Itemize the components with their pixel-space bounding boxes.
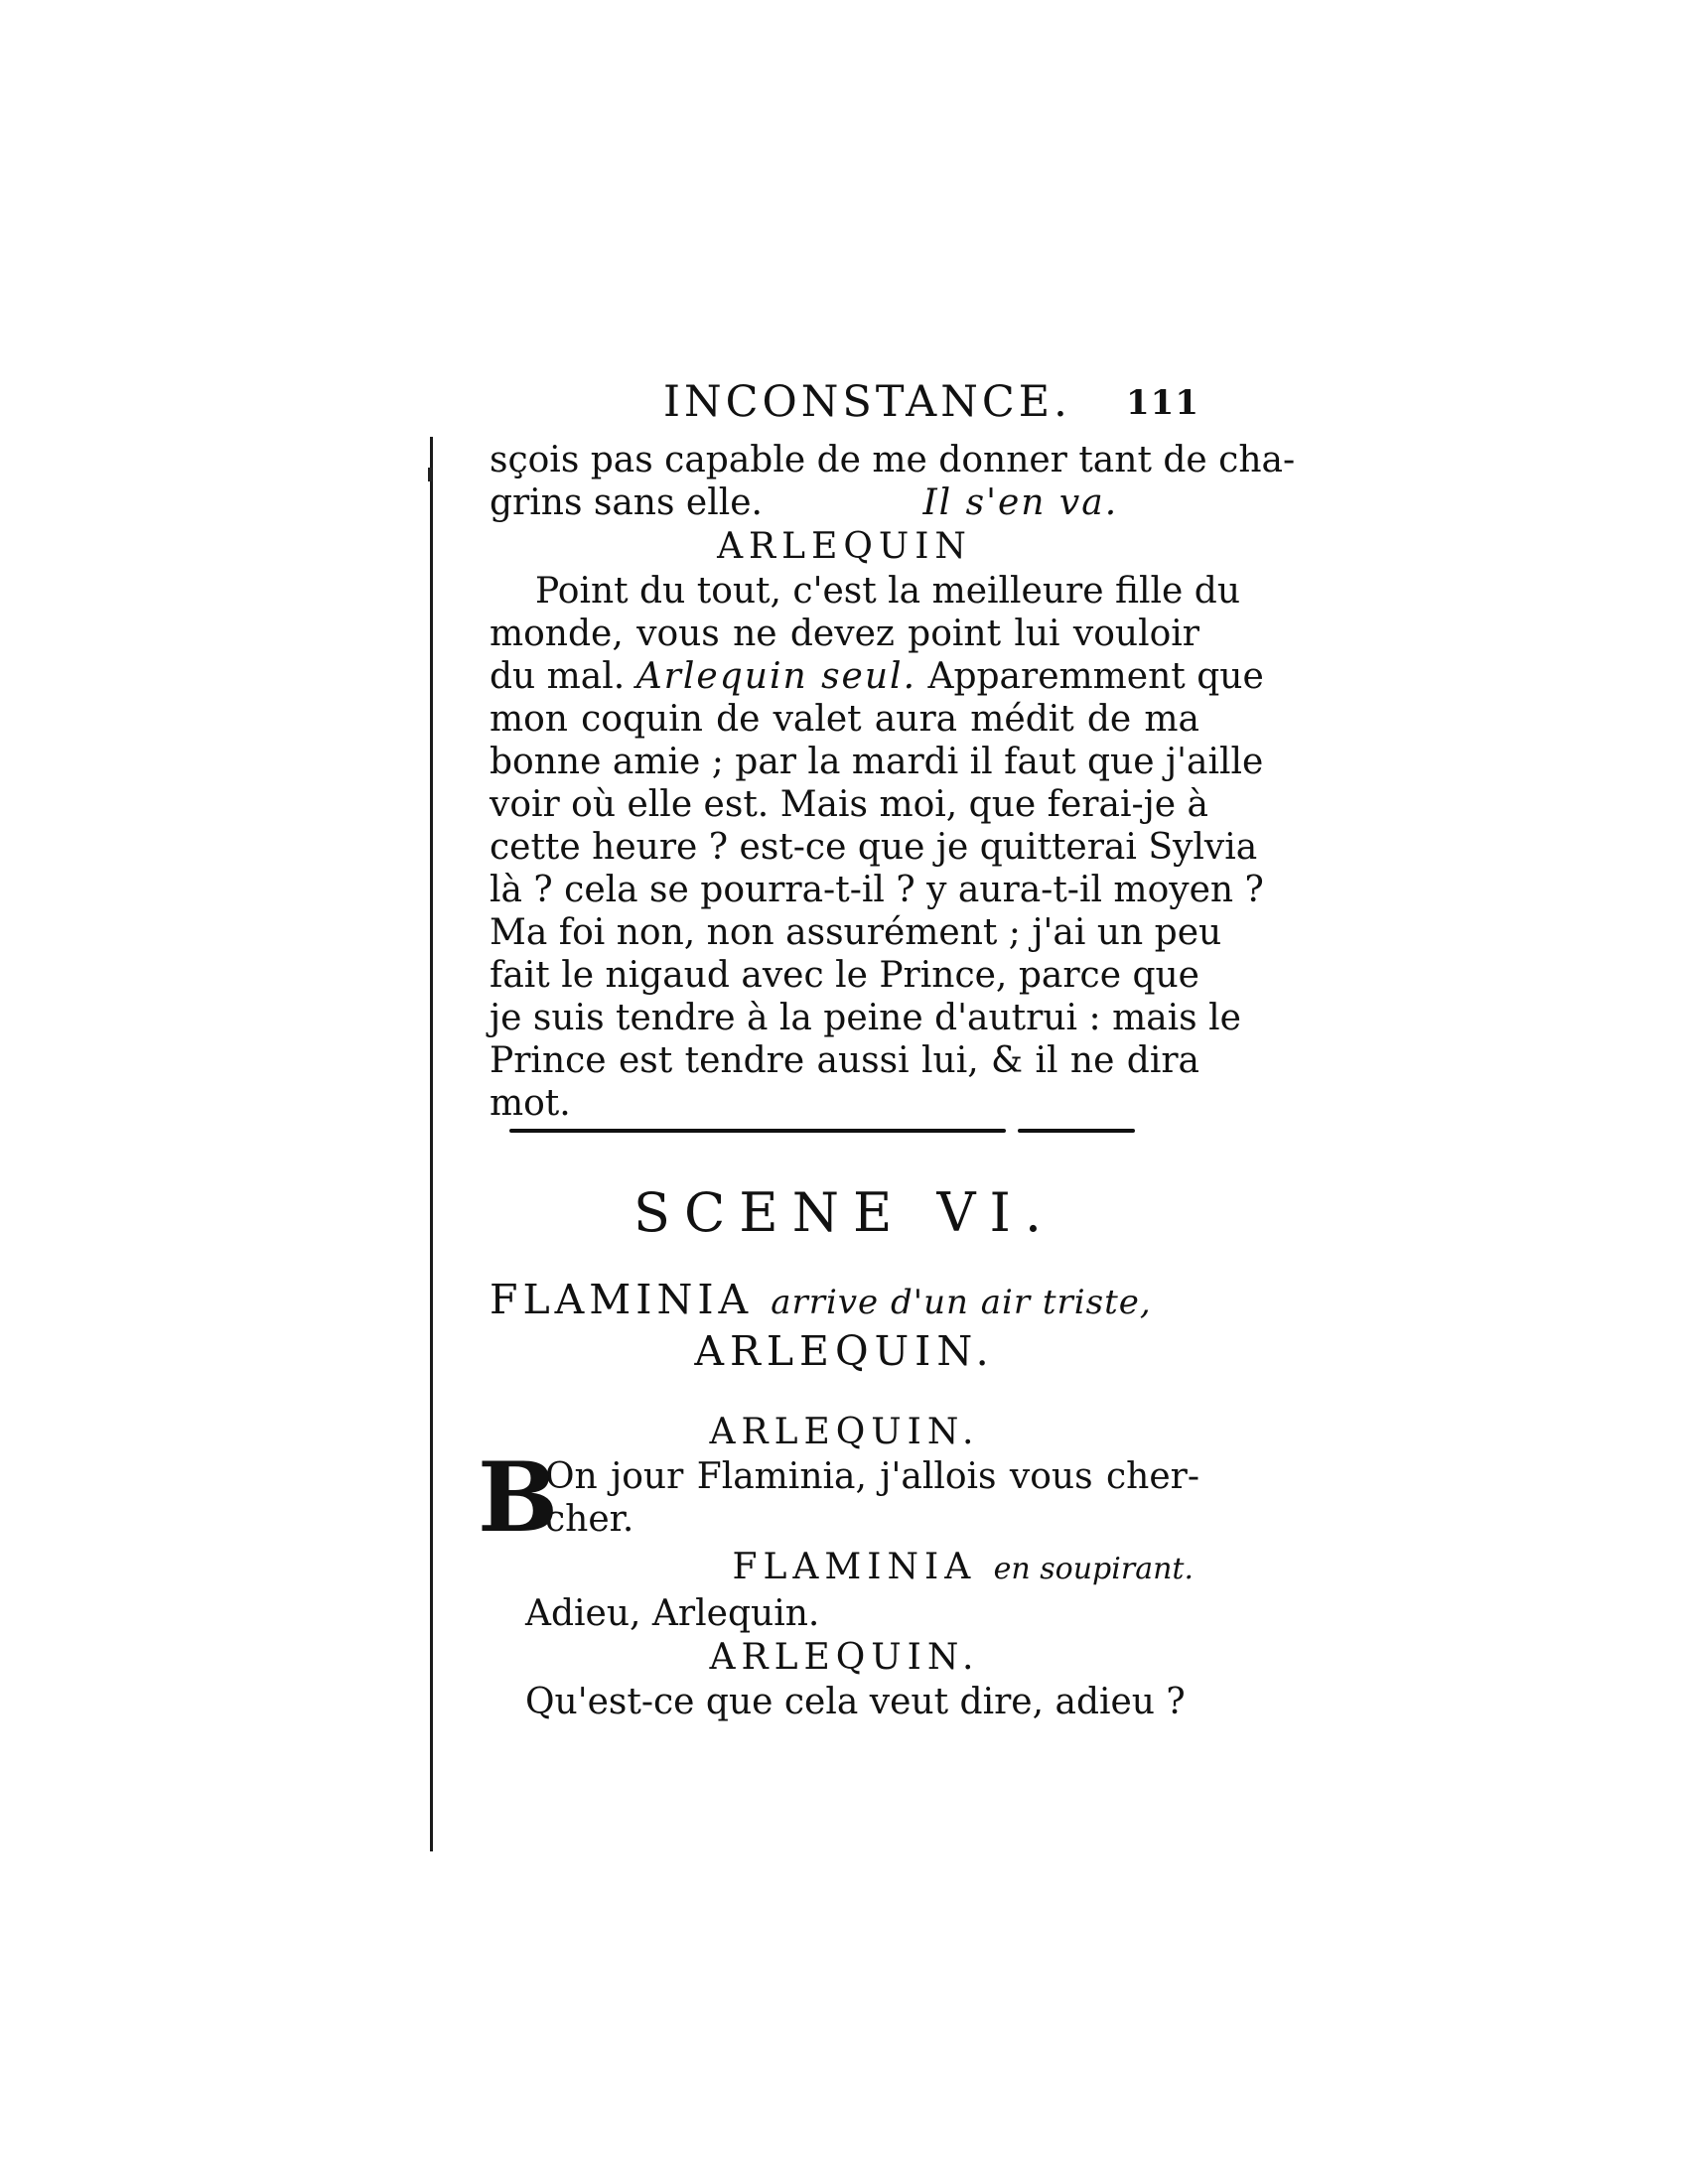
text-line bbox=[490, 655, 1264, 698]
text-line: voir où elle est. Mais moi, que ferai-je à bbox=[490, 784, 1208, 825]
book-page bbox=[478, 377, 1296, 1722]
text-line: monde, vous ne devez point lui vouloir bbox=[490, 614, 1199, 654]
running-title: INCONSTANCE. bbox=[663, 377, 1071, 427]
speaker-name: ARLEQUIN. bbox=[709, 1412, 980, 1452]
speaker-line bbox=[490, 1545, 1199, 1592]
speaker-name: ARLEQUIN bbox=[717, 526, 972, 567]
character-name: ARLEQUIN. bbox=[694, 1327, 995, 1375]
stage-direction: arrive d'un air triste, bbox=[771, 1283, 1152, 1322]
text-line: cher. bbox=[545, 1499, 634, 1540]
text-line: Adieu, Arlequin. bbox=[525, 1593, 820, 1634]
text-line: là ? cela se pourra-t-il ? y aura-t-il moyen ? bbox=[490, 870, 1264, 910]
top-passage bbox=[490, 439, 1296, 1125]
speaker-name: FLAMINIA bbox=[732, 1547, 977, 1587]
stage-direction: en soupirant. bbox=[993, 1552, 1194, 1586]
page-number: 111 bbox=[1126, 383, 1199, 423]
text-line bbox=[490, 481, 1199, 524]
drop-cap-paragraph bbox=[478, 1441, 1199, 1554]
stage-direction: Il s'en va. bbox=[922, 482, 1119, 523]
running-head bbox=[490, 377, 1199, 439]
stage-direction: Arlequin seul. bbox=[635, 656, 917, 697]
character-name: FLAMINIA bbox=[490, 1276, 754, 1323]
text-line: Qu'est-ce que cela veut dire, adieu ? bbox=[525, 1682, 1186, 1722]
text-line: On jour Flaminia, j'allois vous cher- bbox=[545, 1456, 1199, 1497]
text-line: Ma foi non, non assurément ; j'ai un peu bbox=[490, 912, 1222, 953]
text-line: bonne amie ; par la mardi il faut que j'aille bbox=[490, 742, 1264, 782]
text-line: mon coquin de valet aura médit de ma bbox=[490, 699, 1199, 740]
dialogue bbox=[478, 1410, 1199, 1723]
text-line: fait le nigaud avec le Prince, parce que bbox=[490, 955, 1199, 996]
text-fragment: grins sans elle. bbox=[490, 482, 763, 523]
cast-line bbox=[490, 1276, 1152, 1323]
drop-cap: B bbox=[478, 1441, 559, 1554]
text-line: Point du tout, c'est la meilleure fille du bbox=[535, 571, 1241, 612]
gutter-line bbox=[430, 437, 433, 1851]
text-fragment: Apparemment que bbox=[927, 656, 1264, 697]
text-line: cette heure ? est-ce que je quitterai Sylvia bbox=[490, 827, 1258, 868]
text-line: sçois pas capable de me donner tant de cha- bbox=[490, 440, 1296, 480]
text-line: je suis tendre à la peine d'autrui : mais le bbox=[490, 998, 1241, 1038]
section-rule bbox=[1018, 1129, 1135, 1133]
gutter-mark bbox=[428, 468, 432, 481]
section-rule bbox=[509, 1129, 1006, 1133]
scene-title: SCENE VI. bbox=[633, 1181, 1056, 1244]
text-fragment: du mal. bbox=[490, 656, 626, 697]
text-line: Prince est tendre aussi lui, & il ne dira bbox=[490, 1040, 1199, 1081]
text-line: mot. bbox=[490, 1083, 571, 1124]
speaker-name: ARLEQUIN. bbox=[709, 1637, 980, 1678]
